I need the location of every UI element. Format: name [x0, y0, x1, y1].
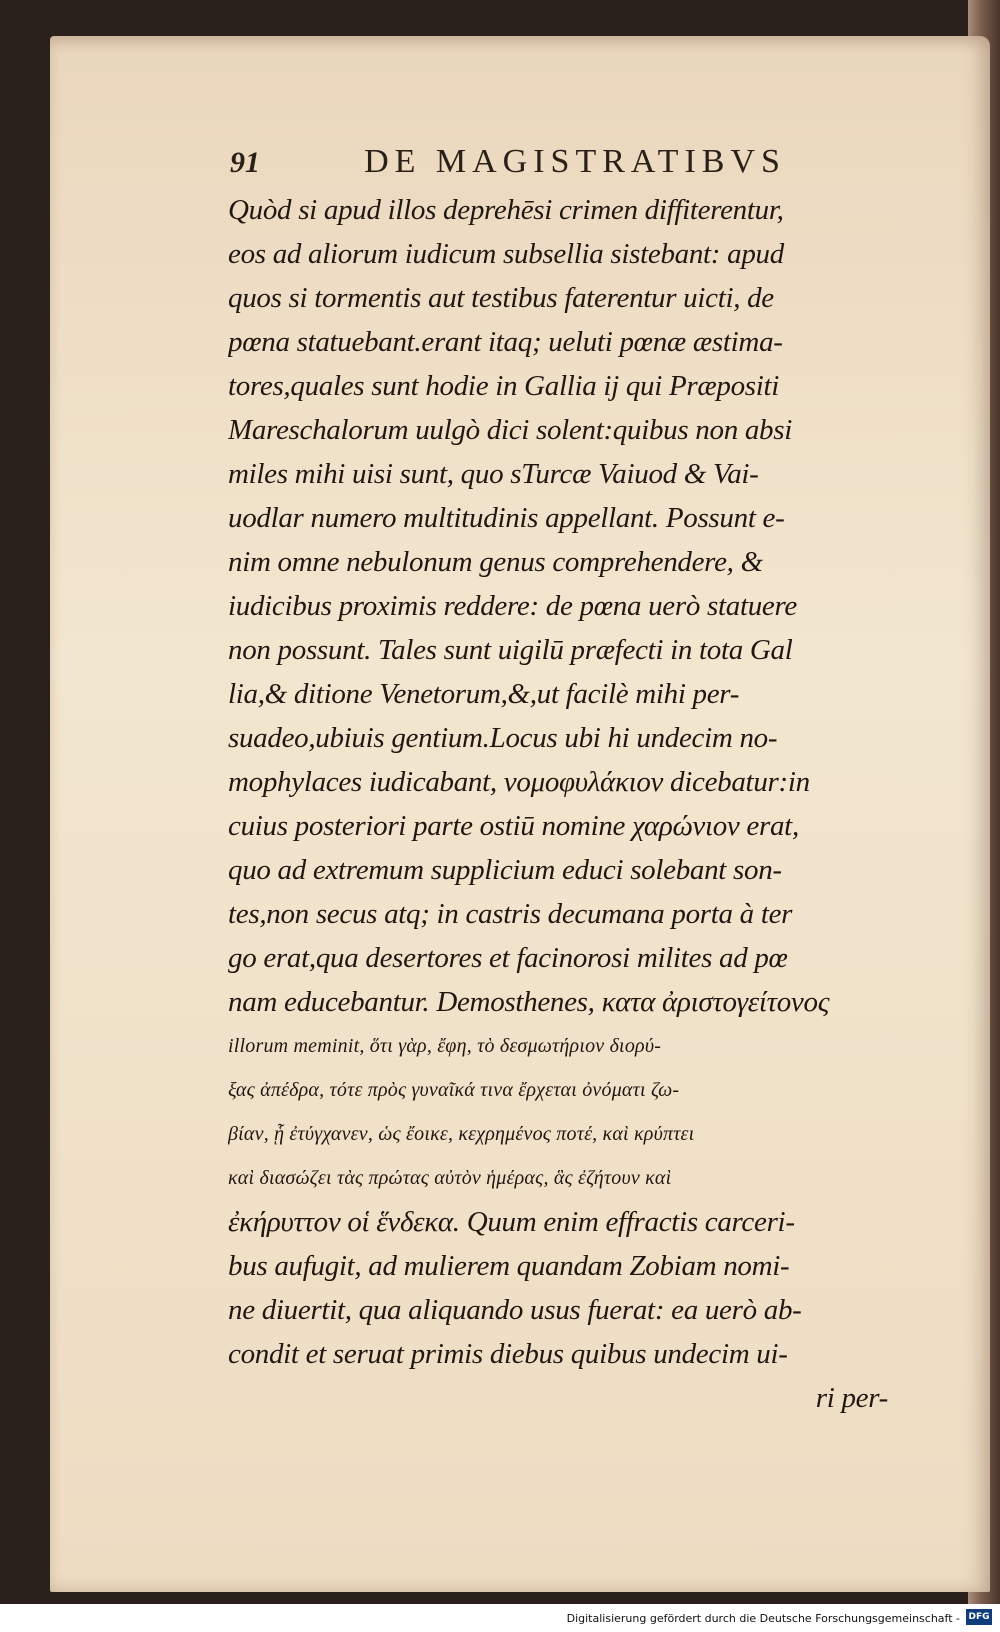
text-line: Quòd si apud illos deprehēsi crimen diffiterentur, [228, 194, 784, 226]
text-line: eos ad aliorum iudicum subsellia sistebant: apud [228, 238, 784, 270]
greek-text-line: βίαν, ᾗ ἐτύγχανεν, ὡς ἔοικε, κεχρημένος ποτέ, καὶ κρύπτει [228, 1123, 695, 1145]
text-line: ne diuertit, qua aliquando usus fuerat: ea uerò ab- [228, 1294, 802, 1326]
page-number: 91 [230, 146, 260, 179]
running-head: DE MAGISTRATIBVS [364, 143, 786, 180]
text-line: miles mihi uisi sunt, quo sTurcæ Vaiuod & Vai- [228, 458, 759, 490]
text-line: quo ad extremum supplicium educi solebant son- [228, 854, 782, 886]
dfg-logo: DFG [966, 1609, 992, 1625]
text-line: iudicibus proximis reddere: de pœna uerò statuere [228, 590, 797, 622]
text-line: ἐκήρυττον οἱ ἕνδεκα. Quum enim effractis carceri- [228, 1206, 795, 1238]
catchword: ri per- [815, 1382, 888, 1414]
text-line: Mareschalorum uulgò dici solent:quibus non absi [228, 414, 792, 446]
text-line: tores,quales sunt hodie in Gallia ij qui Præpositi [228, 370, 780, 402]
text-line: non possunt. Tales sunt uigilū præfecti in tota Gal [228, 634, 793, 666]
page-header [230, 143, 860, 189]
text-line: cuius posteriori parte ostiū nomine χαρώνιον erat, [228, 810, 799, 842]
text-line: lia,& ditione Venetorum,&,ut facilè mihi per- [228, 678, 740, 710]
body-text [228, 188, 888, 1420]
text-line: suadeo,ubiuis gentium.Locus ubi hi undecim no- [228, 722, 778, 754]
text-line: go erat,qua desertores et facinorosi milites ad pœ [228, 942, 788, 974]
footer-bar [0, 1604, 1000, 1632]
greek-text-line: ξας ἀπέδρα, τότε πρὸς γυναῖκά τινα ἔρχεται ὀνόματι ζω- [228, 1079, 680, 1101]
text-line: nam educebantur. Demosthenes, κατα ἀριστογείτονος [228, 986, 830, 1018]
text-line: bus aufugit, ad mulierem quandam Zobiam nomi- [228, 1250, 790, 1282]
text-line: nim omne nebulonum genus comprehendere, & [228, 546, 763, 578]
text-line: uodlar numero multitudinis appellant. Possunt e- [228, 502, 785, 534]
text-line: pœna statuebant.erant itaq; ueluti pœnæ æstima- [228, 326, 783, 358]
greek-text-line: illorum meminit, ὅτι γὰρ, ἔφη, τὸ δεσμωτήριον διορύ- [228, 1035, 662, 1057]
text-line: tes,non secus atq; in castris decumana porta à ter [228, 898, 793, 930]
funding-credit: Digitalisierung gefördert durch die Deutsche Forschungsgemeinschaft - [566, 1612, 960, 1625]
text-line: quos si tormentis aut testibus faterentur uicti, de [228, 282, 774, 314]
greek-text-line: καὶ διασώζει τὰς πρώτας αὐτὸν ἡμέρας, ἃς ἐζήτουν καὶ [228, 1167, 672, 1189]
text-line: condit et seruat primis diebus quibus undecim ui- [228, 1338, 788, 1370]
text-line: mophylaces iudicabant, νομοφυλάκιον dicebatur:in [228, 766, 810, 798]
